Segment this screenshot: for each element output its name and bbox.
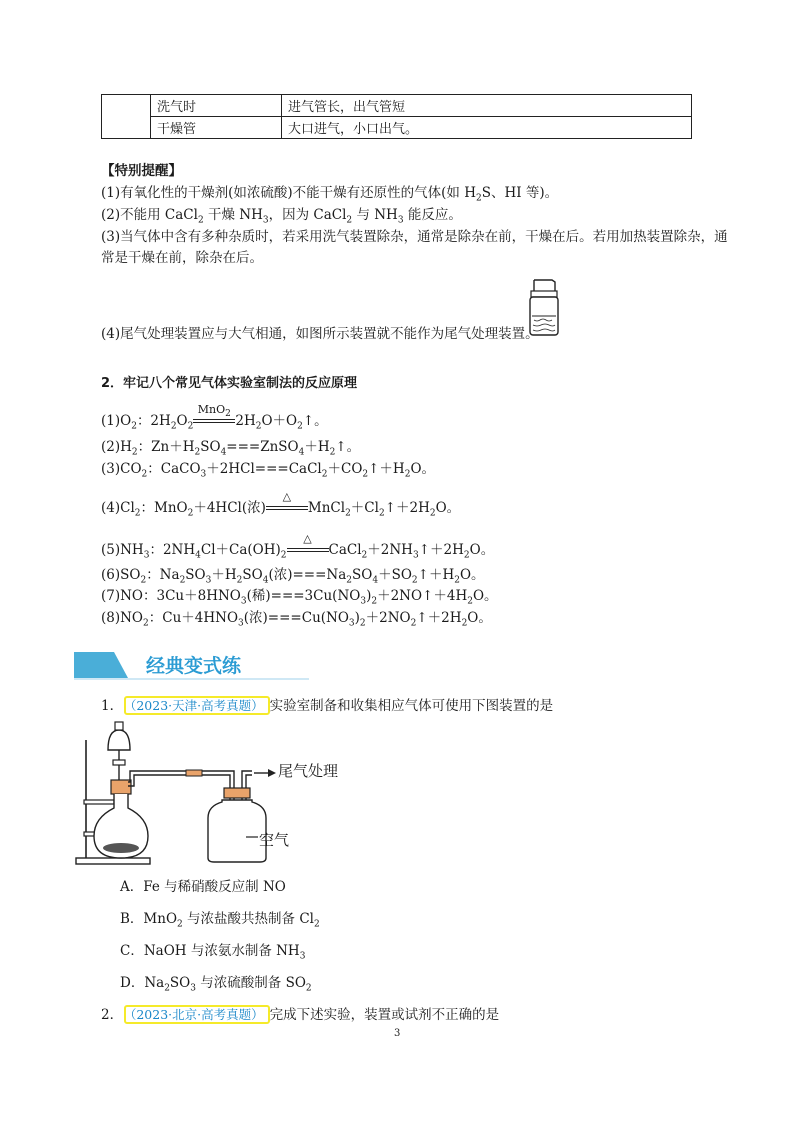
tip-4: (4)尾气处理装置应与大气相通，如图所示装置就不能作为尾气处理装置。 (101, 326, 539, 342)
table-row (102, 117, 692, 139)
tips-title: 【特别提醒】 (101, 163, 182, 179)
equation-5: $(5)NH_3$：$2NH_4Cl+Ca(OH)_2$ △ $CaCl_2+2NH_3↑+2H_2O$。 (101, 532, 495, 561)
gas-handling-table (101, 94, 692, 139)
table-cell: 进气管长，出气管短 (282, 95, 692, 117)
section-2-title: 2．牢记八个常见气体实验室制法的反应原理 (101, 376, 358, 391)
tip-2: (2)不能用 CaCl$_2$ 干燥 $NH_3$，因为 CaCl$_2$ 与 $NH_3$ 能反应。 (101, 207, 462, 226)
option-b[interactable]: B．MnO$_2$ 与浓盐酸共热制备 $Cl_2$ (120, 911, 320, 930)
equation-2: $(2)H_2$：$Zn+H_2SO_4===ZnSO_4+H_2↑$。 (101, 439, 361, 458)
tip-3-line2: 常是干燥在前，除杂在后。 (101, 250, 263, 266)
question-2: 2． （2023·北京·高考真题） 完成下述实验，装置或试剂不正确的是 (101, 1007, 500, 1023)
table-row (102, 95, 692, 117)
option-c[interactable]: C．NaOH 与浓氨水制备 $NH_3$ (120, 943, 306, 962)
equation-1: $(1)O_2$：$2H_2O_2$ MnO$_2$ $2H_2O+O_2↑$。 (101, 403, 328, 432)
equation-3: $(3)CO_2$：$CaCO_3+2HCl===CaCl_2+CO_2↑+H_2O$。 (101, 461, 436, 480)
question-source-tag: （2023·北京·高考真题） (124, 1005, 270, 1024)
page-number: 3 (394, 1028, 401, 1039)
practice-banner-title: 经典变式练 (146, 655, 242, 677)
gas-apparatus-figure (74, 720, 374, 868)
tip-3-line1: (3)当气体中含有多种杂质时，若采用洗气装置除杂，通常是除杂在前，干燥在后。若用加热装置除杂，通 (101, 229, 728, 245)
table-cell: 洗气时 (151, 95, 282, 117)
question-source-tag: （2023·天津·高考真题） (124, 696, 270, 715)
option-a[interactable]: A．Fe 与稀硝酸反应制 NO (120, 879, 286, 895)
option-d[interactable]: D．$Na_2SO_3$ 与浓硫酸制备 $SO_2$ (120, 975, 312, 994)
table-merged-cell (102, 95, 151, 139)
equation-6: $(6)SO_2$：$Na_2SO_3+H_2SO_4$(浓)$===Na_2SO_4+SO_2↑+H_2O$。 (101, 567, 485, 586)
table-cell: 大口进气，小口出气。 (282, 117, 692, 139)
figure-label-tail-gas: 尾气处理 (278, 762, 339, 780)
tip-1: (1)有氧化性的干燥剂(如浓硫酸)不能干燥有还原性的气体(如 $H_2S$、HI 等)。 (101, 185, 559, 204)
equation-7: (7)NO：$3Cu+8HNO_3$(稀)$===3Cu(NO_3)_2+2NO↑+4H_2O$。 (101, 588, 498, 607)
figure-label-air: 空气 (259, 831, 290, 849)
question-1: 1． （2023·天津·高考真题） 实验室制备和收集相应气体可使用下图装置的是 (101, 698, 554, 714)
equation-8: $(8)NO_2$：$Cu+4HNO_3$(浓)$===Cu(NO_3)_2+2NO_2↑+2H_2O$。 (101, 610, 492, 629)
table-cell: 干燥管 (151, 117, 282, 139)
equation-4: $(4)Cl_2$：MnO$_2$＋4HCl(浓) △ $MnCl_2+Cl_2↑+2H_2O$。 (101, 490, 461, 519)
